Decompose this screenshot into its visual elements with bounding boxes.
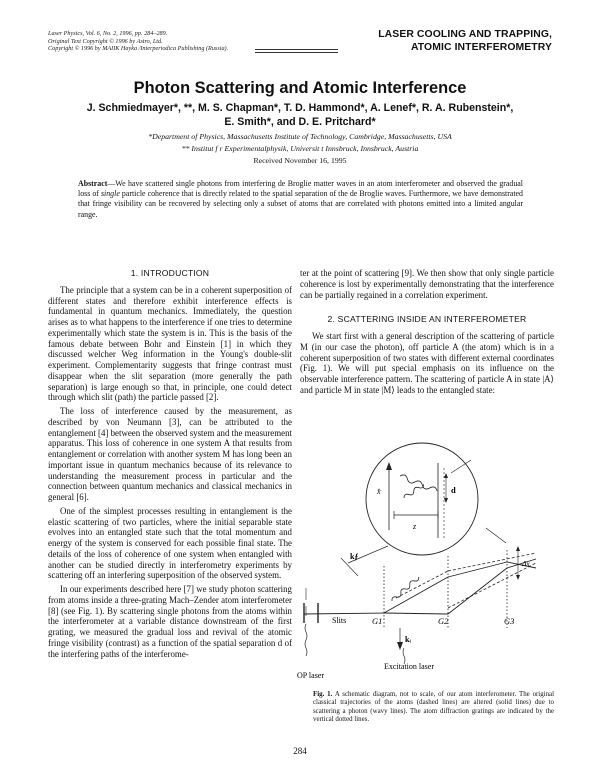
left-column xyxy=(48,268,292,662)
label-delta-x: Δx xyxy=(522,559,530,568)
caption-text: A schematic diagram, not to scale, of our atom interferometer. The original classical trajectories of the atoms (dashed lines) are altered (solid lines) due to scattering a photon (wavy lines). The atom diffraction gratings are indicated by the vertical dotted lines. xyxy=(313,691,554,724)
inset-magnified-view xyxy=(348,443,506,563)
header-rule-top xyxy=(255,49,338,50)
figure-1-diagram xyxy=(296,438,556,688)
abstract-text-b: particle coherence that is directly related to the spatial separation of the de Broglie waves. Furthermore, we have demonstrated that fringe visibility can be recovered by selecting only a subset of atoms that are correlated with photons emitted into a limited angular range. xyxy=(78,189,523,219)
copyright: Copyright © 1996 by MAIIK Hayka /Interperiodica Publishing (Russia). xyxy=(48,45,229,53)
intro-paragraph-3: One of the simplest processes resulting in entanglement is the elastic scattering of two particles, where the initial separable state evolves into an entangled state such that the total momentum and energy of the system is conserved for each possible final state. The details of the loss of coherence of one system when entangled with another can be studied directly in interferometry experiments by scattering off an interfering superposition of the observed system. xyxy=(48,505,292,581)
journal-citation: Laser Physics, Vol. 6, No. 2, 1996, pp. 284–289. xyxy=(48,30,168,37)
intro-paragraph-2: The loss of interference caused by the measurement, as described by von Neumann [3], can be attributed to the entanglement [4] between the observed system and the measurement apparatus. This loss of coherence in one system A that results from entanglement or correlation with another system M has long been an important issue in quantum mechanics because of its relevance to understanding the measurement process in particular and the connection between quantum mechanics and classical mechanics in general [6]. xyxy=(48,406,292,502)
label-g1: G1 xyxy=(372,616,383,626)
intro-heading: 1. INTRODUCTION xyxy=(130,268,210,278)
authors xyxy=(40,101,560,129)
lasers xyxy=(305,624,405,664)
section-line-1: LASER COOLING AND TRAPPING, xyxy=(378,29,552,40)
section-line-2: ATOMIC INTERFEROMETRY xyxy=(410,42,552,53)
intro-paragraph-4: In our experiments described here [7] we study photon scattering from atoms inside a three-grating Mach–Zender atom interferometer [8] (see Fig. 1). By scattering single photons from the atoms within the interferometer at a variable distance downstream of the first grating, we measured the gradual loss and revival of the atomic fringe visibility (contrast) as a function of the spatial separation d of the interfering paths of the interferome- xyxy=(48,584,292,659)
paper-title: Photon Scattering and Atomic Interference xyxy=(133,79,467,97)
label-d: d xyxy=(451,485,456,495)
label-kf: kƒ xyxy=(350,552,359,561)
affiliation-1: *Department of Physics, Massachusetts Institute of Technology, Cambridge, Massachusetts, USA xyxy=(148,132,452,141)
label-z: z xyxy=(413,522,417,531)
affiliation-2: ** Institut f r Experimentalphysik, Universit t Innsbruck, Innsbruck, Austria xyxy=(181,144,419,153)
right-continuation: ter at the point of scattering [9]. We then show that only single particle coherence is lost by experimentally demonstrating that the interference can be partially regained in a correlation experiment. xyxy=(300,268,554,300)
label-ki: kᵢ xyxy=(405,635,411,644)
authors-line-2: E. Smith*, and D. E. Pritchard* xyxy=(224,116,376,128)
intro-paragraph-1: The principle that a system can be in a coherent superposition of different states and therefore exhibit interference effects is fundamental in quantum mechanics. Immediately, the question arises as to what happens to the interference if one tries to determine experimentally which state the system is in. This is the basis of the famous debate between Bohr and Einstein [1] in which they discussed welcher Weg information in the Young's double-slit experiment. Complementarity suggests that fringe contrast must disappear when the slit separation (more generally the path separation) is large enough so that, in principle, one could detect through which slit (path) the particle passed [2]. xyxy=(48,284,292,403)
abstract-label: Abstract xyxy=(78,179,108,188)
journal-info xyxy=(48,30,228,53)
label-op-laser: OP laser xyxy=(297,671,325,680)
label-g3: G3 xyxy=(504,616,515,626)
figure-1-caption xyxy=(313,691,554,725)
caption-label: Fig. 1. xyxy=(313,691,333,698)
label-slits: Slits xyxy=(332,616,347,625)
abstract-text-a: —We have scattered single photons from interfering de Broglie matter waves in an atom interferometer and observed the gradual loss of xyxy=(78,179,523,199)
original-copyright: Original Text Copyright © 1996 by Astro, Ltd. xyxy=(48,37,163,45)
section-heading xyxy=(378,28,552,54)
label-excitation-laser: Excitation laser xyxy=(384,662,434,671)
right-column xyxy=(300,268,554,399)
collimation-slits xyxy=(304,588,318,623)
header-rule-bottom xyxy=(255,52,338,53)
atom-trajectories xyxy=(304,546,536,614)
scattering-paragraph: We start first with a general description of the scattering of particle M (in our case the photon), off particle A (the atom) which is in a coherent superposition of two states with different external coordinates (Fig. 1). We will put special emphasis on its influence on the observable interference pattern. The scattering of particle A in state |A⟩ and particle M in state |M⟩ leads to the entangled state: xyxy=(300,331,554,395)
authors-line-1: J. Schmiedmayer*, **, M. S. Chapman*, T. D. Hammond*, A. Lenef*, R. A. Rubenstein*, xyxy=(86,102,514,114)
scattering-heading: 2. SCATTERING INSIDE AN INTERFEROMETER xyxy=(327,314,527,325)
page-number: 284 xyxy=(293,746,307,756)
abstract xyxy=(78,179,523,220)
abstract-emphasis: single xyxy=(100,189,120,199)
received-date: Received November 16, 1995 xyxy=(253,156,347,165)
label-x-hat: x̂ xyxy=(377,487,381,496)
label-g2: G2 xyxy=(438,616,449,626)
